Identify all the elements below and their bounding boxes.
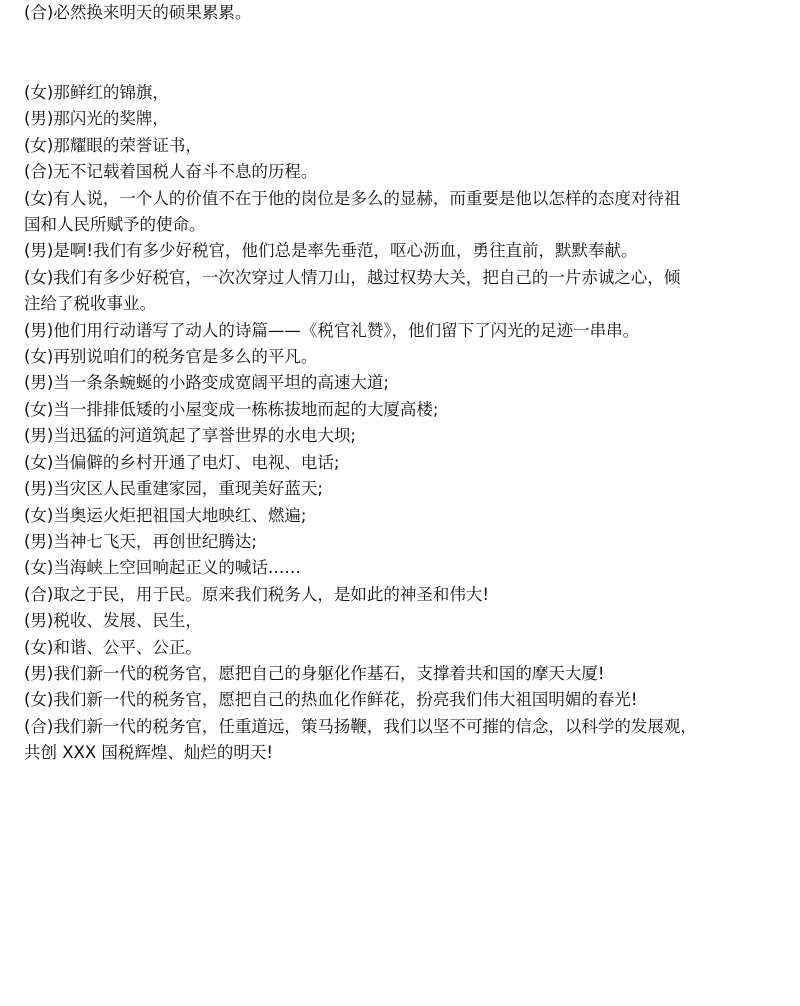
text-line: (女)我们新一代的税务官，愿把自己的热血化作鲜花，扮亮我们伟大祖国明媚的春光! (24, 690, 638, 710)
text-line: (男)当神七飞天，再创世纪腾达; (24, 531, 257, 551)
text-line: (合)取之于民，用于民。原来我们税务人，是如此的神圣和伟大! (24, 584, 489, 604)
text-line: (男)当一条条蜿蜒的小路变成宽阔平坦的高速大道; (24, 373, 389, 393)
text-line: 国和人民所赋予的使命。 (24, 215, 206, 235)
text-line: (女)和谐、公平、公正。 (24, 637, 202, 657)
text-line: (男)是啊!我们有多少好税官，他们总是率先垂范，呕心沥血，勇往直前，默默奉献。 (24, 241, 638, 261)
text-line: (女)我们有多少好税官，一次次穿过人情刀山，越过权势大关，把自己的一片赤诚之心，倾 (24, 267, 681, 287)
text-line: (女)当海峡上空回响起正义的喊话…… (24, 558, 301, 578)
text-line: (合)我们新一代的税务官，任重道远，策马扬鞭，我们以坚不可摧的信念，以科学的发展观， (24, 716, 697, 736)
text-line: (女)再别说咱们的税务官是多么的平凡。 (24, 347, 318, 367)
text-line: 共创 XXX 国税辉煌、灿烂的明天! (24, 743, 274, 763)
text-line: 注给了税收事业。 (24, 294, 156, 314)
top-text-block (24, 0, 784, 26)
text-line: (女)那鲜红的锦旗， (24, 83, 169, 102)
text-line: (女)有人说，一个人的价值不在于他的岗位是多么的显赫，而重要是他以怎样的态度对待祖 (24, 188, 681, 208)
text-line: (女)当一排排低矮的小屋变成一栋栋拔地而起的大厦高楼; (24, 399, 439, 419)
text-line: (男)当灾区人民重建家园，重现美好蓝天; (24, 479, 323, 499)
text-line: (男)税收、发展、民生， (24, 611, 202, 631)
text-line: (合)无不记载着国税人奋斗不息的历程。 (24, 162, 318, 182)
main-text-block (24, 80, 784, 767)
text-line: (男)那闪光的奖牌， (24, 109, 169, 129)
text-line: (男)他们用行动谱写了动人的诗篇——《税官礼赞》，他们留下了闪光的足迹一串串。 (24, 320, 640, 340)
text-line: (女)那耀眼的荣誉证书， (24, 135, 202, 155)
text-line: (男)我们新一代的税务官，愿把自己的身躯化作基石，支撑着共和国的摩天大厦! (24, 663, 605, 683)
text-line: (女)当奥运火炬把祖国大地映红、燃遍; (24, 505, 307, 525)
text-line: (女)当偏僻的乡村开通了电灯、电视、电话; (24, 452, 340, 472)
text-line: (男)当迅猛的河道筑起了享誉世界的水电大坝; (24, 426, 356, 446)
text-line: (合)必然换来明天的硕果累累。 (24, 3, 252, 22)
